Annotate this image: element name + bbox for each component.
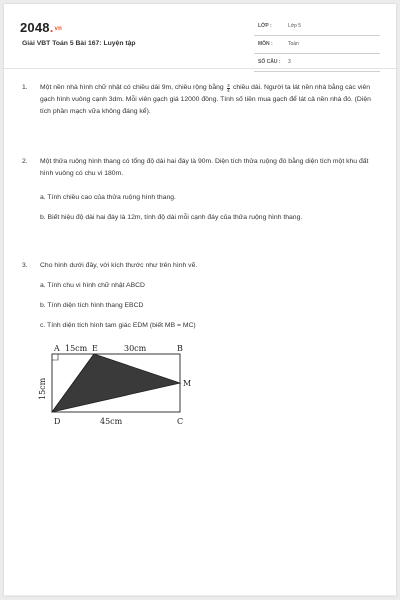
- label-eb-length: 30cm: [124, 344, 147, 353]
- meta-row-count: [254, 56, 380, 72]
- meta-info: [254, 20, 380, 74]
- label-ae-length: 15cm: [65, 344, 88, 353]
- fraction-denominator: 4: [227, 88, 230, 93]
- question-text: [40, 82, 380, 118]
- label-a: A: [54, 344, 60, 353]
- meta-key: MÔN :: [258, 41, 273, 47]
- question-2: [22, 156, 380, 182]
- question-3: [22, 260, 380, 274]
- page-bottom-edge: [4, 595, 396, 596]
- meta-row-grade: [254, 20, 380, 36]
- right-angle-mark: [52, 354, 58, 360]
- question-text: Cho hình dưới đây, với kích thước như trên hình vẽ.: [40, 262, 198, 269]
- question-part: b. Tính diện tích hình thang EBCD: [40, 302, 144, 309]
- fraction-numerator: 3: [227, 82, 230, 88]
- question-part: c. Tính diện tích hình tam giác EDM (biết MB = MC): [40, 322, 196, 329]
- page-title: Giải VBT Toán 5 Bài 167: Luyện tập: [22, 40, 136, 47]
- question-part: a. Tính chu vi hình chữ nhật ABCD: [40, 282, 145, 289]
- logo-main: 2048: [20, 20, 50, 35]
- question-text-part: chiều dài. Người ta lát nền nhà bằng các viên gạch hình vuông cạnh 3dm. Mỗi viên gạch giá 12000 đồng. Tính số tiền mua gạch để lát cả nền nhà đó. (Diện tích phần mạch vữa không đáng kể).: [40, 84, 371, 115]
- meta-value: Toán: [288, 41, 299, 47]
- geometry-figure: [34, 342, 204, 432]
- meta-key: SỐ CÂU :: [258, 59, 281, 65]
- logo-suffix: vn: [54, 26, 62, 32]
- triangle-edm: [52, 354, 180, 412]
- document-page: [4, 4, 396, 596]
- meta-value: 3: [288, 59, 291, 65]
- question-text-part: Một nền nhà hình chữ nhật có chiều dài 9m, chiều rộng bằng: [40, 84, 226, 91]
- meta-value: Lớp 5: [288, 23, 302, 29]
- label-e: E: [92, 344, 98, 353]
- question-1: [22, 82, 380, 142]
- label-b: B: [177, 344, 183, 353]
- site-logo[interactable]: [20, 20, 62, 35]
- question-number: 2.: [22, 158, 28, 165]
- header-divider: [4, 68, 396, 69]
- logo-dot: .: [49, 20, 54, 35]
- label-c: C: [177, 417, 184, 426]
- question-part: a. Tính chiều cao của thửa ruộng hình thang.: [40, 194, 176, 201]
- question-number: 1.: [22, 84, 28, 91]
- meta-key: LỚP :: [258, 23, 272, 29]
- label-d: D: [54, 417, 61, 426]
- fraction: [227, 84, 231, 94]
- question-part: b. Biết hiệu độ dài hai đáy là 12m, tính độ dài mỗi cạnh đáy của thửa ruộng hình thang.: [40, 214, 303, 221]
- question-text: Một thửa ruộng hình thang có tổng độ dài hai đáy là 90m. Diện tích thửa ruộng đó bằng diện tích một khu đất hình vuông có chu vi 180m.: [40, 158, 369, 177]
- label-dc-length: 45cm: [100, 417, 123, 426]
- label-ad-length: 15cm: [38, 377, 47, 400]
- question-number: 3.: [22, 262, 28, 269]
- label-m: M: [183, 379, 192, 388]
- meta-row-subject: [254, 38, 380, 54]
